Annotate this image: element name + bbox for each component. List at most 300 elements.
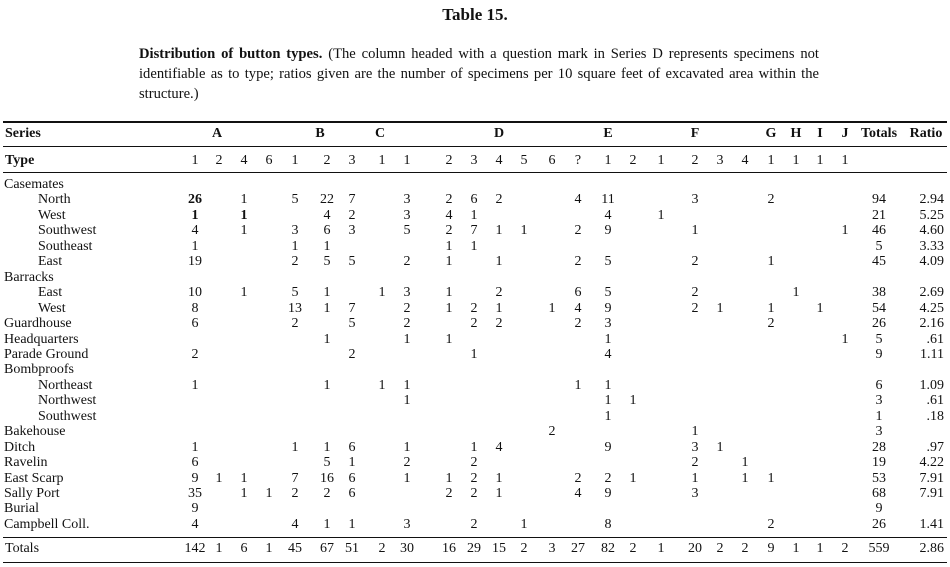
row-ratio: .18 — [926, 409, 944, 424]
table-cell: 5 — [291, 192, 299, 207]
table-cell: 1 — [323, 239, 331, 254]
type-header-cell: ? — [574, 153, 582, 168]
table-cell: 1 — [191, 440, 199, 455]
header-separator-rule — [3, 146, 947, 147]
type-header-cell: 2 — [445, 153, 453, 168]
table-cell: 1 — [767, 254, 775, 269]
table-cell: 4 — [323, 208, 331, 223]
series-letter-J: J — [841, 126, 849, 141]
row-ratio: .61 — [926, 332, 944, 347]
table-cell: 1 — [291, 440, 299, 455]
table-cell: 1 — [215, 471, 223, 486]
table-cell: 1 — [767, 301, 775, 316]
table-cell: 1 — [323, 378, 331, 393]
table-cell: 3 — [403, 192, 411, 207]
type-header-cell: 1 — [767, 153, 775, 168]
totals-row-label: Totals — [5, 541, 40, 556]
table-cell: 2 — [445, 223, 453, 238]
table-cell: 1 — [445, 301, 453, 316]
table-cell: 9 — [191, 471, 199, 486]
table-cell: 2 — [574, 223, 582, 238]
table-cell: 1 — [240, 192, 248, 207]
table-cell: 4 — [604, 347, 612, 362]
totals-separator-rule — [3, 537, 947, 538]
row-ratio: .61 — [926, 393, 944, 408]
table-cell: 3 — [691, 440, 699, 455]
row-label: Barracks — [4, 270, 54, 285]
totals-cell: 2 — [741, 541, 749, 556]
table-cell: 1 — [323, 517, 331, 532]
series-letter-B: B — [315, 126, 325, 141]
table-cell: 1 — [741, 455, 749, 470]
type-header-cell: 6 — [265, 153, 273, 168]
row-label: East — [38, 254, 63, 269]
table-cell: 1 — [348, 517, 356, 532]
table-cell: 5 — [604, 285, 612, 300]
series-letter-H: H — [790, 126, 802, 141]
row-total: 3 — [875, 393, 883, 408]
table-cell: 2 — [403, 455, 411, 470]
table-cell: 5 — [291, 285, 299, 300]
table-cell: 3 — [403, 208, 411, 223]
row-total: 28 — [872, 440, 886, 455]
table-cell: 2 — [470, 455, 478, 470]
row-total: 1 — [875, 409, 883, 424]
type-header-cell: 1 — [378, 153, 386, 168]
table-cell: 11 — [601, 192, 615, 207]
table-cell: 6 — [470, 192, 478, 207]
totals-cell: 1 — [215, 541, 223, 556]
table-cell: 6 — [348, 471, 356, 486]
table-cell: 6 — [191, 316, 199, 331]
totals-cell: 2 — [378, 541, 386, 556]
row-ratio: 4.60 — [919, 223, 944, 238]
table-cell: 2 — [348, 347, 356, 362]
table-cell: 3 — [291, 223, 299, 238]
type-header-cell: 4 — [741, 153, 749, 168]
row-total: 3 — [875, 424, 883, 439]
table-cell: 1 — [240, 285, 248, 300]
table-cell: 2 — [574, 471, 582, 486]
table-cell: 1 — [240, 486, 248, 501]
table-cell: 5 — [403, 223, 411, 238]
row-label: North — [38, 192, 71, 207]
table-cell: 13 — [288, 301, 302, 316]
row-ratio: 4.22 — [919, 455, 944, 470]
table-cell: 1 — [348, 455, 356, 470]
table-cell: 1 — [240, 223, 248, 238]
row-label: Guardhouse — [4, 316, 72, 331]
table-cell: 4 — [191, 223, 199, 238]
table-cell: 8 — [191, 301, 199, 316]
row-label: Southeast — [38, 239, 93, 254]
table-cell: 1 — [841, 223, 849, 238]
table-cell: 10 — [188, 285, 202, 300]
row-ratio: 4.25 — [919, 301, 944, 316]
table-cell: 2 — [470, 301, 478, 316]
table-cell: 1 — [470, 440, 478, 455]
table-cell: 1 — [240, 471, 248, 486]
table-cell: 1 — [741, 471, 749, 486]
totals-cell: 9 — [767, 541, 775, 556]
table-cell: 9 — [604, 440, 612, 455]
table-cell: 26 — [188, 192, 202, 207]
table-cell: 3 — [691, 486, 699, 501]
table-cell: 8 — [604, 517, 612, 532]
table-cell: 4 — [291, 517, 299, 532]
row-total: 26 — [872, 517, 886, 532]
caption-lead: Distribution of button types. — [139, 46, 323, 62]
type-header-cell: 1 — [841, 153, 849, 168]
table-cell: 5 — [323, 254, 331, 269]
table-cell: 1 — [495, 471, 503, 486]
table-cell: 2 — [403, 301, 411, 316]
type-header-cell: 1 — [403, 153, 411, 168]
row-ratio: 7.91 — [919, 471, 944, 486]
series-letter-G: G — [765, 126, 777, 141]
row-label: Ravelin — [4, 455, 48, 470]
totals-cell: 2 — [520, 541, 528, 556]
table-cell: 2 — [495, 316, 503, 331]
row-label: Burial — [4, 501, 39, 516]
series-letter-I: I — [817, 126, 823, 141]
table-cell: 1 — [403, 332, 411, 347]
row-total: 5 — [875, 332, 883, 347]
row-ratio: 5.25 — [919, 208, 944, 223]
table-cell: 4 — [604, 208, 612, 223]
type-header-rule — [3, 172, 947, 173]
table-cell: 4 — [445, 208, 453, 223]
table-cell: 2 — [445, 192, 453, 207]
table-cell: 1 — [691, 424, 699, 439]
type-header-cell: 4 — [495, 153, 503, 168]
table-cell: 2 — [604, 471, 612, 486]
row-label: East Scarp — [4, 471, 64, 486]
row-total: 46 — [872, 223, 886, 238]
table-cell: 2 — [470, 316, 478, 331]
totals-cell: 2 — [841, 541, 849, 556]
row-label: Sally Port — [4, 486, 60, 501]
totals-cell: 1 — [265, 541, 273, 556]
table-cell: 1 — [604, 378, 612, 393]
grand-total: 559 — [868, 541, 890, 556]
row-ratio: 1.11 — [920, 347, 944, 362]
table-cell: 1 — [403, 378, 411, 393]
row-ratio: 2.94 — [919, 192, 944, 207]
row-ratio: 2.69 — [919, 285, 944, 300]
table-cell: 3 — [604, 316, 612, 331]
table-cell: 9 — [604, 223, 612, 238]
row-label: Casemates — [4, 177, 64, 192]
row-total: 94 — [872, 192, 886, 207]
row-total: 9 — [875, 347, 883, 362]
row-label: Ditch — [4, 440, 36, 455]
table-cell: 1 — [495, 254, 503, 269]
table-bottom-rule — [3, 562, 947, 563]
table-cell: 2 — [191, 347, 199, 362]
table-cell: 2 — [403, 254, 411, 269]
table-cell: 5 — [348, 254, 356, 269]
table-cell: 1 — [191, 239, 199, 254]
row-total: 21 — [872, 208, 886, 223]
table-cell: 1 — [629, 471, 637, 486]
table-cell: 1 — [323, 301, 331, 316]
table-cell: 1 — [445, 239, 453, 254]
totals-cell: 27 — [571, 541, 585, 556]
totals-cell: 51 — [345, 541, 359, 556]
table-cell: 1 — [691, 471, 699, 486]
table-cell: 3 — [348, 223, 356, 238]
table-cell: 7 — [291, 471, 299, 486]
row-label: Southwest — [38, 409, 97, 424]
row-total: 68 — [872, 486, 886, 501]
table-cell: 2 — [470, 517, 478, 532]
table-cell: 6 — [574, 285, 582, 300]
table-cell: 2 — [691, 285, 699, 300]
type-header-cell: 2 — [323, 153, 331, 168]
table-cell: 1 — [574, 378, 582, 393]
grand-ratio: 2.86 — [919, 541, 944, 556]
type-header-cell: 2 — [629, 153, 637, 168]
table-cell: 2 — [574, 254, 582, 269]
row-label: Parade Ground — [4, 347, 89, 362]
table-cell: 1 — [191, 208, 199, 223]
table-cell: 2 — [548, 424, 556, 439]
row-total: 5 — [875, 239, 883, 254]
table-cell: 2 — [403, 316, 411, 331]
row-ratio: 3.33 — [919, 239, 944, 254]
table-cell: 4 — [574, 192, 582, 207]
table-cell: 1 — [816, 301, 824, 316]
totals-cell: 16 — [442, 541, 456, 556]
series-letter-D: D — [493, 126, 505, 141]
row-label: Southwest — [38, 223, 97, 238]
table-cell: 7 — [348, 192, 356, 207]
table-cell: 6 — [191, 455, 199, 470]
table-cell: 1 — [657, 208, 665, 223]
row-label: Headquarters — [4, 332, 79, 347]
table-cell: 2 — [445, 486, 453, 501]
totals-cell: 29 — [467, 541, 481, 556]
type-header-cell: 4 — [240, 153, 248, 168]
table-cell: 1 — [767, 471, 775, 486]
table-cell: 3 — [403, 285, 411, 300]
table-cell: 1 — [792, 285, 800, 300]
table-cell: 1 — [403, 393, 411, 408]
table-cell: 1 — [378, 378, 386, 393]
table-cell: 22 — [320, 192, 334, 207]
row-total: 54 — [872, 301, 886, 316]
table-cell: 1 — [629, 393, 637, 408]
table-cell: 9 — [604, 486, 612, 501]
table-cell: 2 — [291, 486, 299, 501]
table-cell: 1 — [323, 285, 331, 300]
totals-cell: 15 — [492, 541, 506, 556]
type-header-cell: 1 — [792, 153, 800, 168]
series-letter-E: E — [603, 126, 613, 141]
totals-cell: 6 — [240, 541, 248, 556]
table-cell: 1 — [495, 223, 503, 238]
table-cell: 1 — [445, 254, 453, 269]
type-header: Type — [5, 153, 35, 168]
table-top-rule — [3, 121, 947, 123]
type-header-cell: 1 — [816, 153, 824, 168]
table-cell: 2 — [291, 254, 299, 269]
series-letter-F: F — [690, 126, 700, 141]
table-cell: 1 — [520, 517, 528, 532]
row-label: East — [38, 285, 63, 300]
table-title: Table 15. — [442, 5, 508, 24]
totals-cell: 2 — [716, 541, 724, 556]
table-cell: 2 — [767, 517, 775, 532]
table-cell: 2 — [691, 301, 699, 316]
type-header-cell: 1 — [191, 153, 199, 168]
row-ratio: 2.16 — [919, 316, 944, 331]
series-letter-C: C — [374, 126, 386, 141]
totals-cell: 67 — [320, 541, 334, 556]
table-cell: 3 — [691, 192, 699, 207]
table-cell: 1 — [495, 486, 503, 501]
table-cell: 2 — [767, 316, 775, 331]
table-cell: 7 — [470, 223, 478, 238]
row-total: 6 — [875, 378, 883, 393]
row-ratio: 4.09 — [919, 254, 944, 269]
table-cell: 1 — [323, 332, 331, 347]
table-cell: 1 — [470, 347, 478, 362]
row-ratio: 1.41 — [919, 517, 944, 532]
table-cell: 2 — [691, 254, 699, 269]
table-cell: 1 — [495, 301, 503, 316]
table-cell: 1 — [470, 239, 478, 254]
row-total: 38 — [872, 285, 886, 300]
type-header-cell: 1 — [657, 153, 665, 168]
table-cell: 2 — [574, 316, 582, 331]
type-header-cell: 6 — [548, 153, 556, 168]
row-label: Bombproofs — [4, 362, 74, 377]
table-cell: 6 — [348, 486, 356, 501]
table-cell: 2 — [495, 285, 503, 300]
row-total: 19 — [872, 455, 886, 470]
table-cell: 19 — [188, 254, 202, 269]
table-cell: 1 — [403, 471, 411, 486]
table-cell: 7 — [348, 301, 356, 316]
row-total: 45 — [872, 254, 886, 269]
table-cell: 2 — [470, 471, 478, 486]
totals-cell: 3 — [548, 541, 556, 556]
table-cell: 35 — [188, 486, 202, 501]
table-cell: 4 — [574, 301, 582, 316]
type-header-cell: 3 — [716, 153, 724, 168]
table-cell: 1 — [240, 208, 248, 223]
totals-cell: 1 — [816, 541, 824, 556]
row-label: Bakehouse — [4, 424, 66, 439]
table-cell: 4 — [574, 486, 582, 501]
table-cell: 2 — [291, 316, 299, 331]
table-cell: 2 — [470, 486, 478, 501]
type-header-cell: 2 — [215, 153, 223, 168]
table-cell: 1 — [548, 301, 556, 316]
table-cell: 1 — [445, 471, 453, 486]
table-cell: 6 — [323, 223, 331, 238]
row-ratio: 1.09 — [919, 378, 944, 393]
totals-cell: 45 — [288, 541, 302, 556]
table-cell: 9 — [191, 501, 199, 516]
row-label: Northwest — [38, 393, 97, 408]
type-header-cell: 2 — [691, 153, 699, 168]
table-cell: 1 — [716, 440, 724, 455]
table-cell: 2 — [767, 192, 775, 207]
row-label: West — [38, 301, 66, 316]
table-cell: 1 — [265, 486, 273, 501]
table-cell: 3 — [403, 517, 411, 532]
type-header-cell: 3 — [348, 153, 356, 168]
type-header-cell: 1 — [604, 153, 612, 168]
totals-cell: 1 — [792, 541, 800, 556]
type-header-cell: 1 — [291, 153, 299, 168]
table-cell: 1 — [520, 223, 528, 238]
table-cell: 5 — [323, 455, 331, 470]
table-cell: 1 — [191, 378, 199, 393]
table-cell: 2 — [691, 455, 699, 470]
totals-header: Totals — [860, 126, 898, 141]
totals-cell: 82 — [601, 541, 615, 556]
caption-body: (The column headed with a question mark in Series D represents specimens not identifiable as to type; ratios given are the number of specimens per 10 square feet of excavated area within the structure.) — [139, 46, 819, 102]
type-header-cell: 3 — [470, 153, 478, 168]
table-cell: 1 — [403, 440, 411, 455]
table-cell: 16 — [320, 471, 334, 486]
table-cell: 1 — [445, 285, 453, 300]
table-cell: 2 — [495, 192, 503, 207]
table-cell: 1 — [470, 208, 478, 223]
table-cell: 1 — [378, 285, 386, 300]
table-cell: 1 — [604, 332, 612, 347]
series-letter-A: A — [211, 126, 223, 141]
table-cell: 4 — [495, 440, 503, 455]
table-cell: 4 — [191, 517, 199, 532]
totals-cell: 1 — [657, 541, 665, 556]
table-cell: 5 — [348, 316, 356, 331]
type-header-cell: 5 — [520, 153, 528, 168]
table-cell: 5 — [604, 254, 612, 269]
table-cell: 1 — [323, 440, 331, 455]
table-cell: 1 — [445, 332, 453, 347]
table-cell: 9 — [604, 301, 612, 316]
totals-cell: 30 — [400, 541, 414, 556]
table-cell: 1 — [604, 393, 612, 408]
totals-cell: 2 — [629, 541, 637, 556]
table-cell: 6 — [348, 440, 356, 455]
table-cell: 1 — [841, 332, 849, 347]
table-cell: 1 — [716, 301, 724, 316]
table-cell: 2 — [348, 208, 356, 223]
row-total: 26 — [872, 316, 886, 331]
row-label: West — [38, 208, 66, 223]
totals-cell: 20 — [688, 541, 702, 556]
row-ratio: .97 — [926, 440, 944, 455]
ratio-header: Ratio — [909, 126, 943, 141]
series-header: Series — [5, 126, 41, 141]
totals-cell: 142 — [184, 541, 206, 556]
row-total: 9 — [875, 501, 883, 516]
table-cell: 1 — [691, 223, 699, 238]
row-label: Northeast — [38, 378, 93, 393]
row-ratio: 7.91 — [919, 486, 944, 501]
table-cell: 2 — [323, 486, 331, 501]
row-label: Campbell Coll. — [4, 517, 90, 532]
row-total: 53 — [872, 471, 886, 486]
table-cell: 1 — [291, 239, 299, 254]
table-cell: 1 — [604, 409, 612, 424]
